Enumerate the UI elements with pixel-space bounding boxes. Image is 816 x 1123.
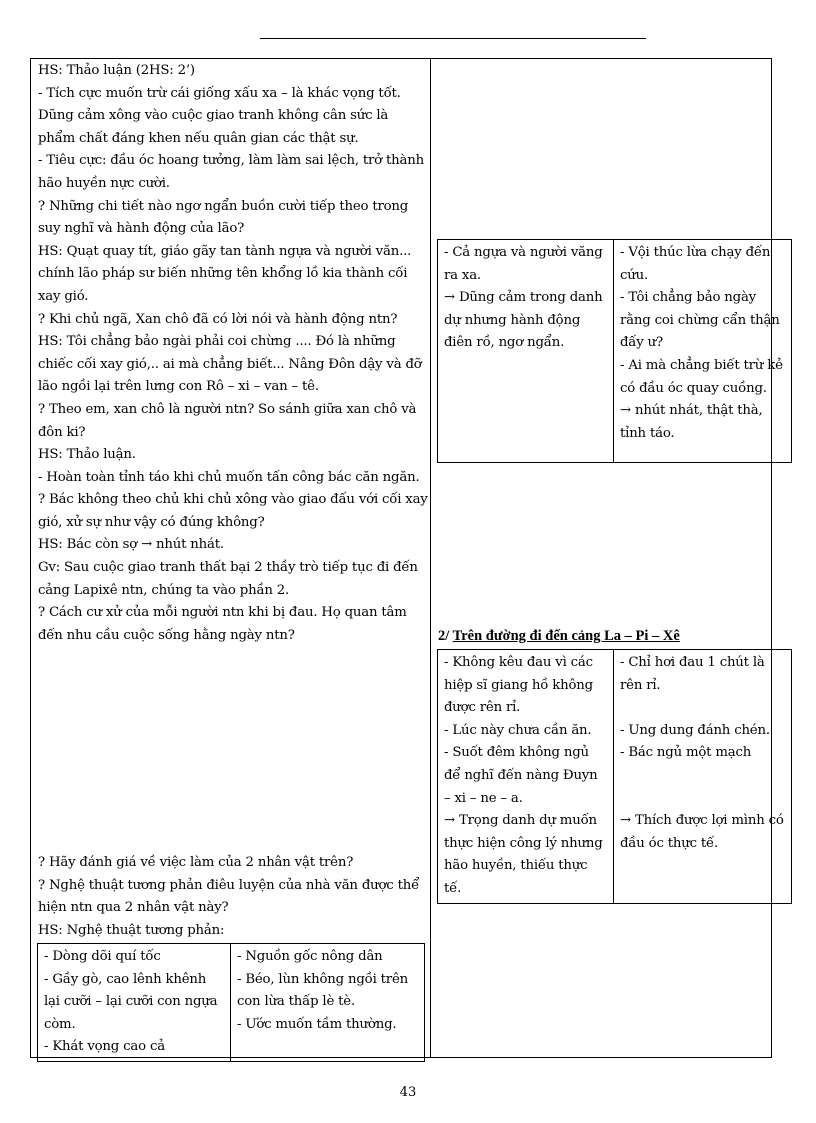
contrast-col-noble [38,944,231,1062]
journey-col-don [438,650,614,904]
cell-line: → Dũng cảm trong danh dự nhưng hành động điên rồ, ngơ ngẩn. [444,290,603,351]
text-line: ? Nghệ thuật tương phản điêu luyện của nhà văn được thể hiện ntn qua 2 nhân vật này? [38,877,420,916]
text-line: - Hoàn toàn tỉnh táo khi chủ muốn tấn công bác căn ngăn. [38,469,420,485]
text-line: ? Theo em, xan chô là người ntn? So sánh giữa xan chô và đôn ki? [38,401,417,440]
cell-line: - Dòng dõi quí tốc [44,949,161,964]
text-line: HS: Quạt quay tít, giáo gãy tan tành ngựa và người văn... chính lão pháp sư biến những tên khổng lồ kia thành cối xay gió. [38,243,412,304]
header-rule [260,38,646,39]
cell-line: → Trọng danh dự muốn thực hiện công lý nhưng hão huyền, thiếu thực tế. [444,813,603,896]
heading-number: 2/ [438,628,450,644]
cell-line: - Vội thúc lừa chạy đến cứu. [620,245,771,283]
text-line: HS: Tôi chẳng bảo ngài phải coi chừng .... Đó là những chiếc cối xay gió,.. ai mà chẳng biết... Nâng Đôn dậy và đỡ lão ngồi lại trên lưng con Rô – xi – van – tê. [38,334,422,395]
contrast-table [37,943,425,1062]
left-column [38,60,428,647]
column-divider [430,58,431,1058]
cell-line: - Tôi chẳng bảo ngày rằng coi chừng cẩn thận đấy ư? [620,290,780,351]
cell-line: → Thích được lợi mình có đầu óc thực tế. [620,813,784,851]
heading-title: Trên đường đi đến cảng La – Pi – Xê [452,628,680,644]
contrast-col-peasant [231,944,425,1062]
cell-line: - Chỉ hơi đau 1 chút là rên rỉ. [620,655,765,693]
text-line: ? Cách cư xử của mỗi người ntn khi bị đau. Họ quan tâm đến nhu cầu cuộc sống hằng ngày ntn? [38,605,407,643]
text-line: - Tiêu cực: đầu óc hoang tưởng, làm làm sai lệch, trở thành hão huyền nực cười. [38,153,424,191]
cell-line: - Gầy gò, cao lênh khênh lại cưỡi – lại cưỡi con ngựa còm. [44,971,218,1032]
cell-line: - Không kêu đau vì các hiệp sĩ giang hồ không được rên rỉ. [444,655,593,716]
left-column-bottom [38,852,428,942]
text-line: ? Những chi tiết nào ngơ ngẩn buồn cười tiếp theo trong suy nghĩ và hành động của lão? [38,198,409,237]
text-line: Gv: Sau cuộc giao tranh thất bại 2 thầy trò tiếp tục đi đến cảng Lapixê ntn, chúng ta vào phần 2. [38,560,418,598]
cell-line: - Nguồn gốc nông dân [237,949,383,964]
cell-line: - Suốt đêm không ngủ để nghĩ đến nàng Đuyn – xi – ne – a. [444,745,598,806]
cell-line: - Ước muốn tầm thường. [237,1016,397,1032]
text-line: ? Bác không theo chủ khi chủ xông vào giao đấu với cối xay gió, xử sự như vậy có đúng không? [38,492,428,530]
text-line: - Tích cực muốn trừ cái giống xấu xa – là khác vọng tốt. Dũng cảm xông vào cuộc giao tranh không cân sức là phẩm chất đáng khen nếu quân gian các thật sự. [38,85,401,146]
text-line: HS: Thảo luận. [38,447,136,463]
text-line: ? Hãy đánh giá về việc làm của 2 nhân vật trên? [38,855,354,870]
reaction-col-sancho [614,240,792,463]
text-line: ? Khi chủ ngã, Xan chô đã có lời nói và hành động ntn? [38,311,398,327]
text-line: HS: Thảo luận (2HS: 2’) [38,63,195,78]
journey-table [437,649,792,904]
section-heading [438,628,680,645]
reaction-table [437,239,792,463]
cell-line: → nhút nhát, thật thà, tỉnh táo. [620,403,763,441]
reaction-col-don [438,240,614,463]
text-line: HS: Bác còn sợ → nhút nhát. [38,537,224,553]
cell-line: - Bác ngủ một mạch [620,745,752,761]
journey-col-sancho [614,650,792,904]
cell-line: - Khát vọng cao cả [44,1039,165,1055]
cell-line: - Ung dung đánh chén. [620,722,770,738]
cell-line: - Béo, lùn không ngồi trên con lừa thấp lè tè. [237,971,408,1010]
cell-line: - Ai mà chẳng biết trừ kẻ có đầu óc quay cuồng. [620,357,783,396]
page-number: 43 [399,1085,417,1100]
cell-line: - Lúc này chưa cần ăn. [444,722,592,738]
text-line: HS: Nghệ thuật tương phản: [38,922,225,938]
cell-line: - Cả ngựa và người văng ra xa. [444,245,603,283]
